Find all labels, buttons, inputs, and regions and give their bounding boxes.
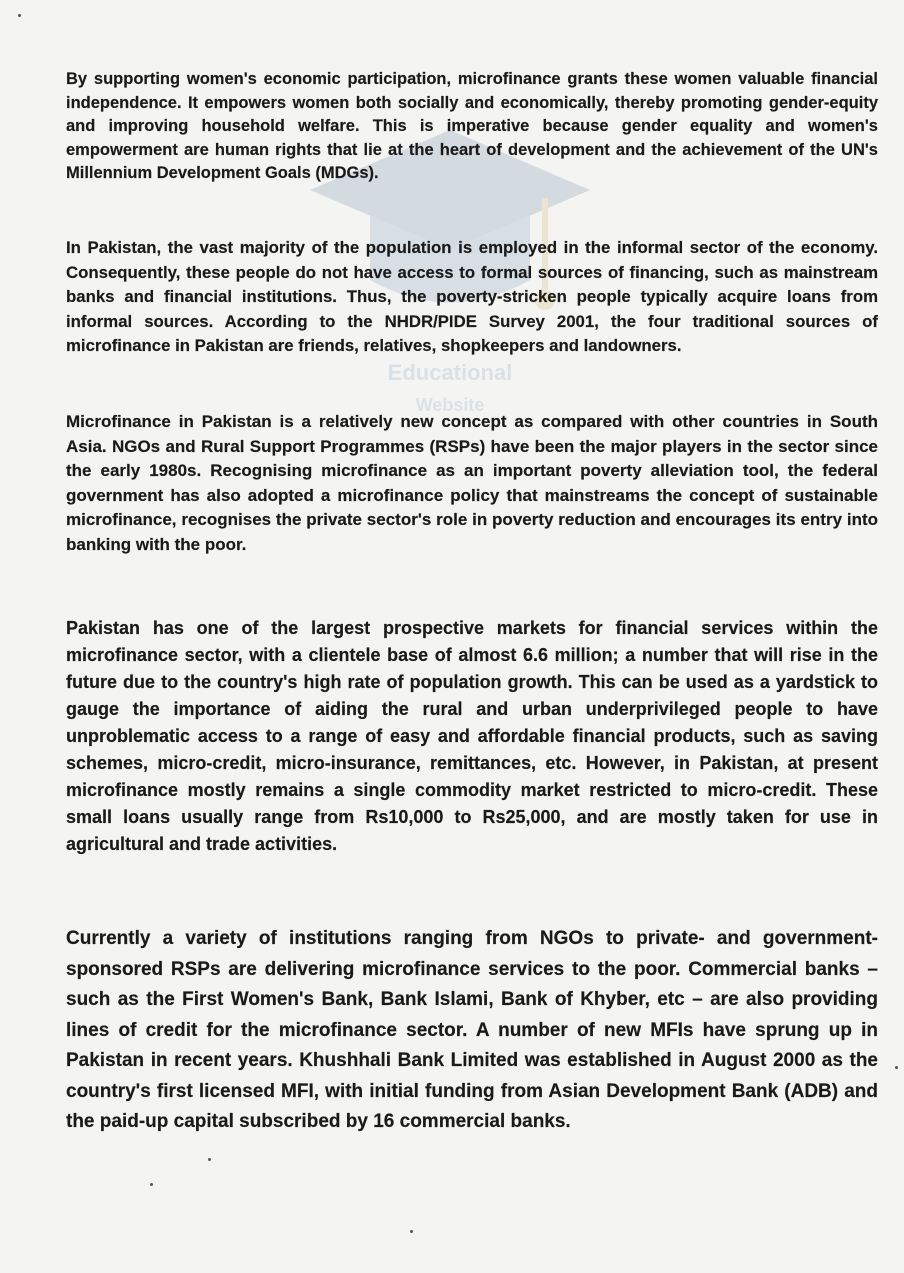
scan-speck bbox=[150, 1183, 153, 1186]
paragraph-women-economic-participation: By supporting women's economic participation, microfinance grants these women valuable financial independence. It empowers women both socially and economically, thereby promoting gender-equity and improving household welfare. This is imperative because gender equality and women's empowerment are human rights that lie at the heart of development and the achievement of the UN's Millennium Development Goals (MDGs). bbox=[66, 70, 878, 182]
paragraph-informal-sector: In Pakistan, the vast majority of the population is employed in the informal sector of the economy. Consequently, these people do not have access to formal sources of financing, such as mainstream banks and financial institutions. Thus, the poverty-stricken people typically acquire loans from informal sources. According to the NHDR/PIDE Survey 2001, the four traditional sources of microfinance in Pakistan are friends, relatives, shopkeepers and landowners. bbox=[66, 238, 878, 355]
scan-speck bbox=[895, 1066, 898, 1069]
watermark-text-line2: Website bbox=[415, 395, 485, 415]
scan-speck bbox=[208, 1158, 211, 1161]
watermark-text-line1: Educational bbox=[387, 360, 513, 385]
paragraph-institutions: Currently a variety of institutions ranging from NGOs to private- and government-sponsored RSPs are delivering microfinance services to the poor. Commercial banks –such as the First Women's Bank, Bank Islami, Bank of Khyber, etc – are also providing lines of credit for the microfinance sector. A number of new MFIs have sprung up in Pakistan in recent years. Khushhali Bank Limited was established in August 2000 as the country's first licensed MFI, with initial funding from Asian Development Bank (ADB) and the paid-up capital subscribed by 16 commercial banks. bbox=[66, 928, 878, 1132]
scan-speck bbox=[410, 1230, 413, 1233]
scan-speck bbox=[18, 14, 21, 17]
paragraph-microfinance-new-concept: Microfinance in Pakistan is a relatively new concept as compared with other countries in South Asia. NGOs and Rural Support Programmes (RSPs) have been the major players in the sector since the early 1980s. Recognising microfinance as an important poverty alleviation tool, the federal government has also adopted a microfinance policy that mainstreams the concept of sustainable microfinance, recognises the private sector's role in poverty reduction and encourages its entry into banking with the poor. bbox=[66, 412, 878, 554]
paragraph-prospective-markets: Pakistan has one of the largest prospective markets for financial services within the microfinance sector, with a clientele base of almost 6.6 million; a number that will rise in the future due to the country's high rate of population growth. This can be used as a yardstick to gauge the importance of aiding the rural and urban underprivileged people to have unproblematic access to a range of easy and affordable financial products, such as saving schemes, micro-credit, micro-insurance, remittances, etc. However, in Pakistan, at present microfinance mostly remains a single commodity market restricted to micro-credit. These small loans usually range from Rs10,000 to Rs25,000, and are mostly taken for use in agricultural and trade activities. bbox=[66, 618, 878, 854]
